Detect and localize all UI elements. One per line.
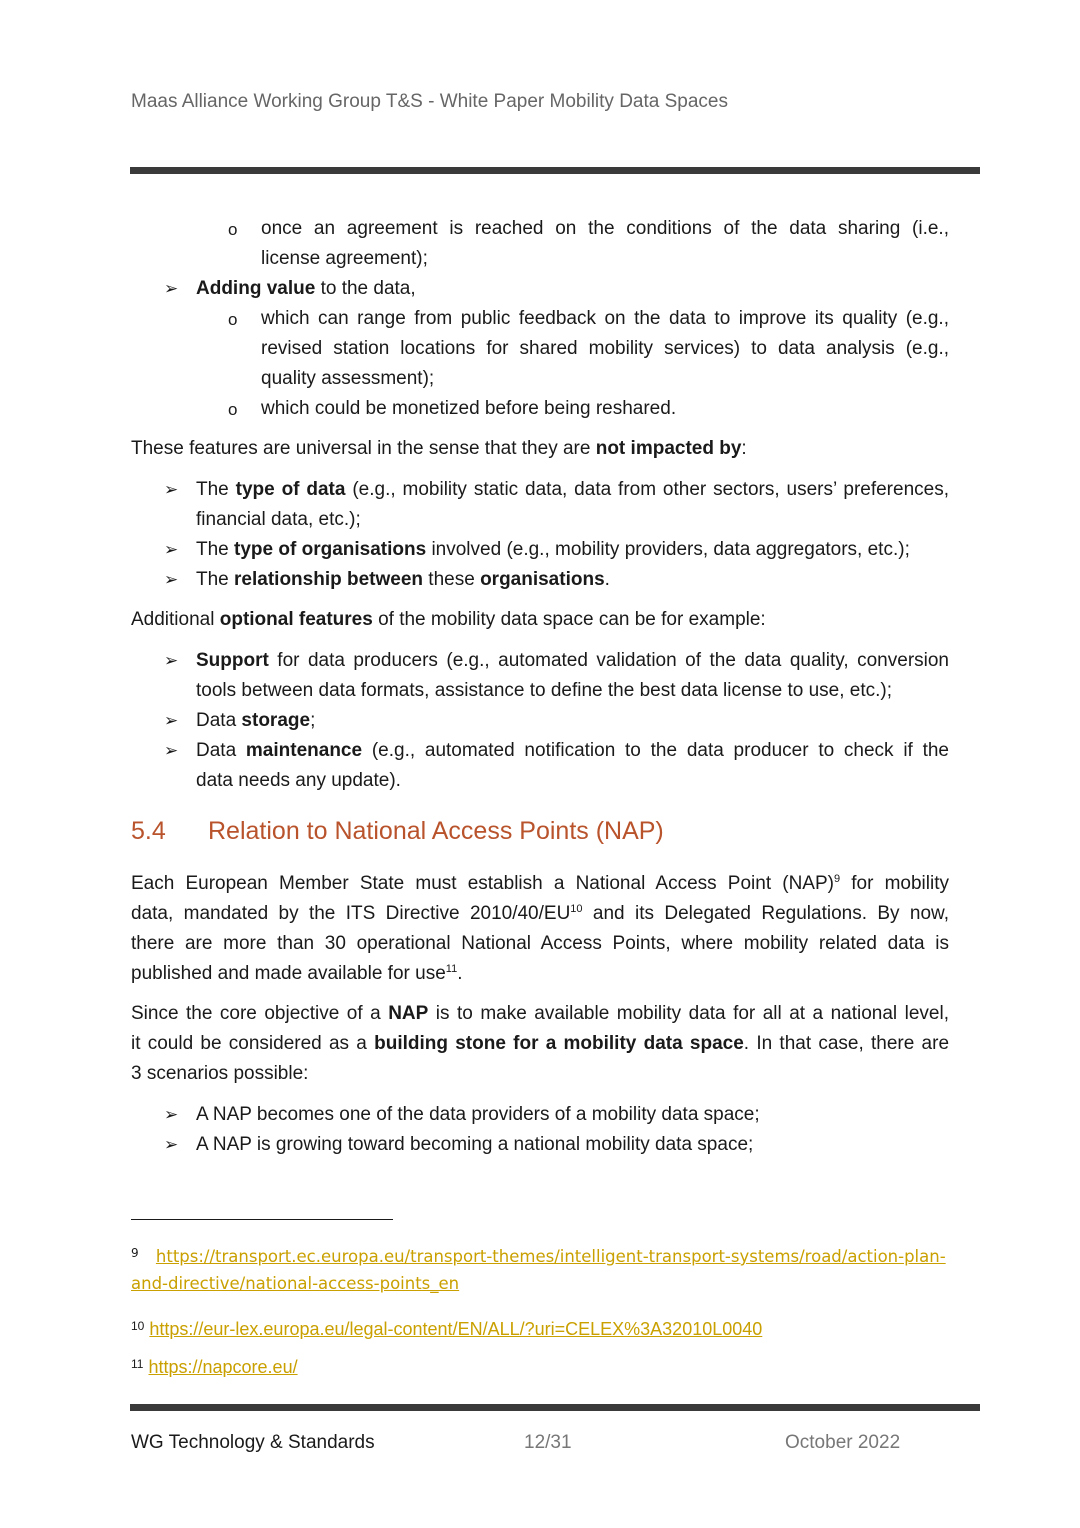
text: ; — [310, 710, 316, 731]
arrow-bullet-icon: ➢ — [164, 540, 179, 559]
bold-text: not impacted by — [595, 438, 742, 459]
circle-bullet-icon: o — [228, 400, 238, 419]
circle-bullet-icon: o — [228, 310, 238, 329]
list-item-type-of-organisations — [196, 538, 910, 562]
text: published and made available for use — [131, 963, 446, 984]
bold-text: type of data — [235, 479, 346, 500]
list-item-text: quality assessment); — [261, 368, 435, 389]
list-item-type-of-data — [196, 478, 949, 502]
footnote-link[interactable]: https://napcore.eu/ — [148, 1357, 298, 1377]
footer-left: WG Technology & Standards — [131, 1432, 375, 1453]
paragraph-nap-line: there are more than 30 operational National Access Points, where mobility related data is — [131, 933, 949, 954]
list-item-text: license agreement); — [261, 248, 428, 269]
bold-text: storage — [241, 710, 311, 731]
footnote-separator — [131, 1219, 393, 1220]
footer-date: October 2022 — [785, 1432, 901, 1453]
bold-text: type of organisations — [234, 539, 427, 560]
footer-rule — [130, 1404, 980, 1411]
text: (e.g., automated notification to the data producer to check if the — [362, 740, 949, 761]
bold-text: maintenance — [245, 740, 363, 761]
text: Additional — [131, 609, 220, 630]
arrow-bullet-icon: ➢ — [164, 279, 179, 298]
text: these — [423, 569, 481, 590]
text: (e.g., mobility static data, data from other sectors, users’ preferences, — [345, 479, 949, 500]
paragraph-optional-features — [131, 608, 766, 632]
list-item-text: revised station locations for shared mobility services) to data analysis (e.g., — [261, 338, 949, 359]
text: Since the core objective of a — [131, 1003, 389, 1024]
paragraph-nap-line — [131, 872, 949, 896]
list-item-relationship — [196, 568, 610, 592]
text: These features are universal in the sense that they are — [131, 438, 596, 459]
arrow-bullet-icon: ➢ — [164, 651, 179, 670]
footnote-number: 10 — [131, 1319, 145, 1333]
list-item-text: A NAP becomes one of the data providers of a mobility data space; — [196, 1104, 760, 1125]
paragraph-core-objective-line — [131, 1032, 949, 1056]
list-item-adding-value — [196, 277, 416, 301]
text: Each European Member State must establish a National Access Point (NAP) — [131, 873, 834, 894]
bold-text: optional features — [219, 609, 373, 630]
bold-text: relationship between — [234, 569, 424, 590]
list-item-maintenance — [196, 739, 949, 763]
text: it could be considered as a — [131, 1033, 375, 1054]
text: involved (e.g., mobility providers, data aggregators, etc.); — [426, 539, 910, 560]
arrow-bullet-icon: ➢ — [164, 711, 179, 730]
paragraph-core-objective-line: 3 scenarios possible: — [131, 1063, 309, 1084]
list-item-text: A NAP is growing toward becoming a national mobility data space; — [196, 1134, 754, 1155]
list-item-text: to the data, — [315, 278, 416, 299]
bold-text: organisations — [480, 569, 605, 590]
circle-bullet-icon: o — [228, 220, 238, 239]
paragraph-features — [131, 437, 747, 461]
bold-text: NAP — [388, 1003, 429, 1024]
arrow-bullet-icon: ➢ — [164, 1105, 179, 1124]
footnote-number: 11 — [131, 1357, 144, 1371]
text: The — [196, 569, 235, 590]
footer-page-number: 12/31 — [524, 1432, 572, 1453]
text: Data — [196, 740, 246, 761]
text: for mobility — [840, 873, 949, 894]
arrow-bullet-icon: ➢ — [164, 480, 179, 499]
list-item-text: which can range from public feedback on the data to improve its quality (e.g., — [261, 308, 949, 329]
list-item-text: once an agreement is reached on the conditions of the data sharing (i.e., — [261, 218, 949, 239]
text: The — [196, 479, 236, 500]
paragraph-nap-line — [131, 902, 949, 926]
text: . — [604, 569, 610, 590]
list-item-support — [196, 649, 949, 673]
section-number: 5.4 — [131, 817, 166, 845]
text: is to make available mobility data for all at a national level, — [428, 1003, 949, 1024]
list-item-text: data needs any update). — [196, 770, 401, 791]
text: for data producers (e.g., automated validation of the data quality, conversion — [268, 650, 949, 671]
bold-text: building stone for a mobility data space — [374, 1033, 744, 1054]
footnote-9 — [131, 1241, 946, 1269]
footnote-link[interactable]: https://transport.ec.europa.eu/transport-themes/intelligent-transport-systems/road/action-plan- — [155, 1247, 946, 1266]
text: and its Delegated Regulations. By now, — [582, 903, 949, 924]
footnote-ref[interactable]: 11 — [445, 963, 458, 975]
text: : — [741, 438, 747, 459]
footnote-ref[interactable]: 10 — [570, 903, 583, 915]
list-item-storage — [196, 709, 315, 733]
arrow-bullet-icon: ➢ — [164, 570, 179, 589]
footnote-link[interactable]: and-directive/national-access-points_en — [131, 1274, 460, 1293]
list-item-text: which could be monetized before being reshared. — [261, 398, 677, 419]
list-item-text: tools between data formats, assistance to define the best data license to use, etc.); — [196, 680, 893, 701]
footnote-number: 9 — [131, 1246, 139, 1260]
section-title: Relation to National Access Points (NAP) — [208, 817, 664, 845]
arrow-bullet-icon: ➢ — [164, 741, 179, 760]
text: of the mobility data space can be for example: — [372, 609, 766, 630]
bold-text: Adding value — [196, 278, 316, 299]
text: Data — [196, 710, 242, 731]
paragraph-core-objective-line — [131, 1002, 949, 1026]
list-item-text: financial data, etc.); — [196, 509, 361, 530]
footnote-ref[interactable]: 9 — [833, 873, 841, 885]
footnote-link[interactable]: https://eur-lex.europa.eu/legal-content/EN/ALL/?uri=CELEX%3A32010L0040 — [149, 1319, 763, 1339]
text: data, mandated by the ITS Directive 2010/40/EU — [131, 903, 571, 924]
footnote-9-continued — [131, 1272, 459, 1296]
page-header-title: Maas Alliance Working Group T&S - White Paper Mobility Data Spaces — [131, 91, 728, 112]
text: . — [457, 963, 463, 984]
text: The — [196, 539, 235, 560]
paragraph-nap-line — [131, 962, 462, 986]
footnote-11 — [131, 1352, 298, 1379]
footnote-10 — [131, 1314, 762, 1341]
text: . In that case, there are — [743, 1033, 950, 1054]
bold-text: Support — [196, 650, 269, 671]
header-rule — [130, 167, 980, 174]
arrow-bullet-icon: ➢ — [164, 1135, 179, 1154]
